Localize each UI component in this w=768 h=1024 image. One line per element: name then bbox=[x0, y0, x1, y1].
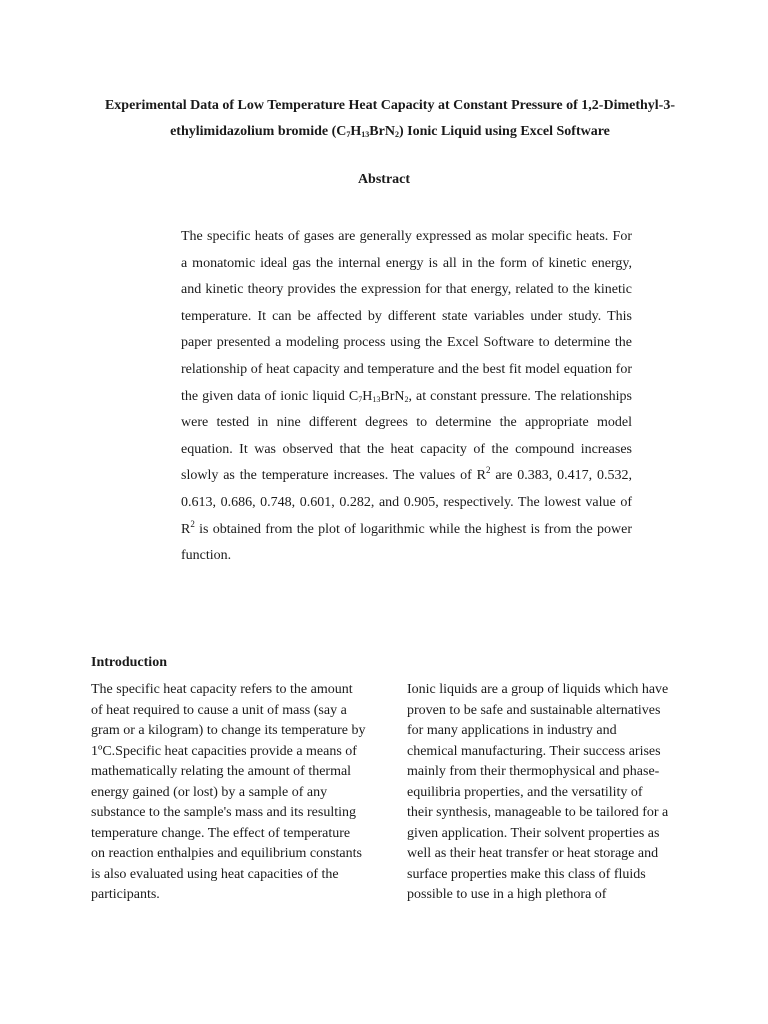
r-squared-superscript: 2 bbox=[485, 465, 491, 476]
abstract-text: The specific heats of gases are generally expressed as molar specific heats. For a monatomic ideal gas the internal energy is all in the form of kinetic energy, and kinetic theory provides the expression for that energy, related to the kinetic temperature. It can be affected by different state variables under study. This paper presented a modeling process using the Excel Software to determine the relationship of heat capacity and temperature and the best fit model equation for the given data of ionic liquid C bbox=[181, 229, 632, 404]
abstract-text: are 0.383, 0.417, 0.532, 0.613, 0.686, 0.748, 0.601, 0.282, and 0.905, respectively. The lowest value of R bbox=[181, 468, 632, 537]
introduction-right-column: Ionic liquids are a group of liquids which have proven to be safe and sustainable alternatives for many applications in industry and chemical manufacturing. Their success arises mainly from their thermophysical and phase-equilibria properties, and the versatility of their synthesis, manageable to be tailored for a given application. Their solvent properties as well as their heat transfer or heat storage and surface properties make this class of fluids possible to use in a high plethora of bbox=[407, 682, 669, 902]
formula-subscript: 7 bbox=[358, 394, 363, 404]
title-text: ) Ionic Liquid using Excel Software bbox=[398, 124, 610, 139]
formula-subscript: 2 bbox=[404, 394, 409, 404]
title-subscript: 2 bbox=[394, 130, 399, 139]
title-subscript: 13 bbox=[361, 130, 370, 139]
title-text: H bbox=[350, 124, 362, 139]
r-squared-superscript: 2 bbox=[190, 518, 195, 529]
formula-subscript: 13 bbox=[372, 394, 381, 404]
abstract-text: is obtained from the plot of logarithmic while the highest is from the power function. bbox=[181, 521, 632, 564]
abstract-body bbox=[181, 224, 632, 570]
abstract-text: H bbox=[362, 388, 373, 404]
abstract-text: , at constant pressure. The relationships were tested in nine different degrees to determine the appropriate model equation. It was observed that the heat capacity of the compound increases slowly as the temperature increases. The values of R bbox=[181, 388, 633, 484]
introduction-heading: Introduction bbox=[91, 655, 167, 670]
abstract-heading: Abstract bbox=[357, 172, 411, 187]
title-text: BrN bbox=[369, 124, 395, 139]
paper-title bbox=[60, 93, 720, 145]
title-subscript: 7 bbox=[346, 130, 351, 139]
introduction-left-column: The specific heat capacity refers to the amount of heat required to cause a unit of mass (say a gram or a kilogram) to change its temperature by 1ºC.Specific heat capacities provide a means of mathematically relating the amount of thermal energy gained (or lost) by a sample of any substance to the sample's mass and its resulting temperature change. The effect of temperature on reaction enthalpies and equilibrium constants is also evaluated using heat capacities of the participants. bbox=[91, 682, 366, 902]
title-text: Experimental Data of Low Temperature Heat Capacity at Constant Pressure of 1,2-Dimethyl-3-ethylimidazolium bromide (C bbox=[104, 98, 676, 139]
abstract-text: BrN bbox=[380, 388, 405, 404]
